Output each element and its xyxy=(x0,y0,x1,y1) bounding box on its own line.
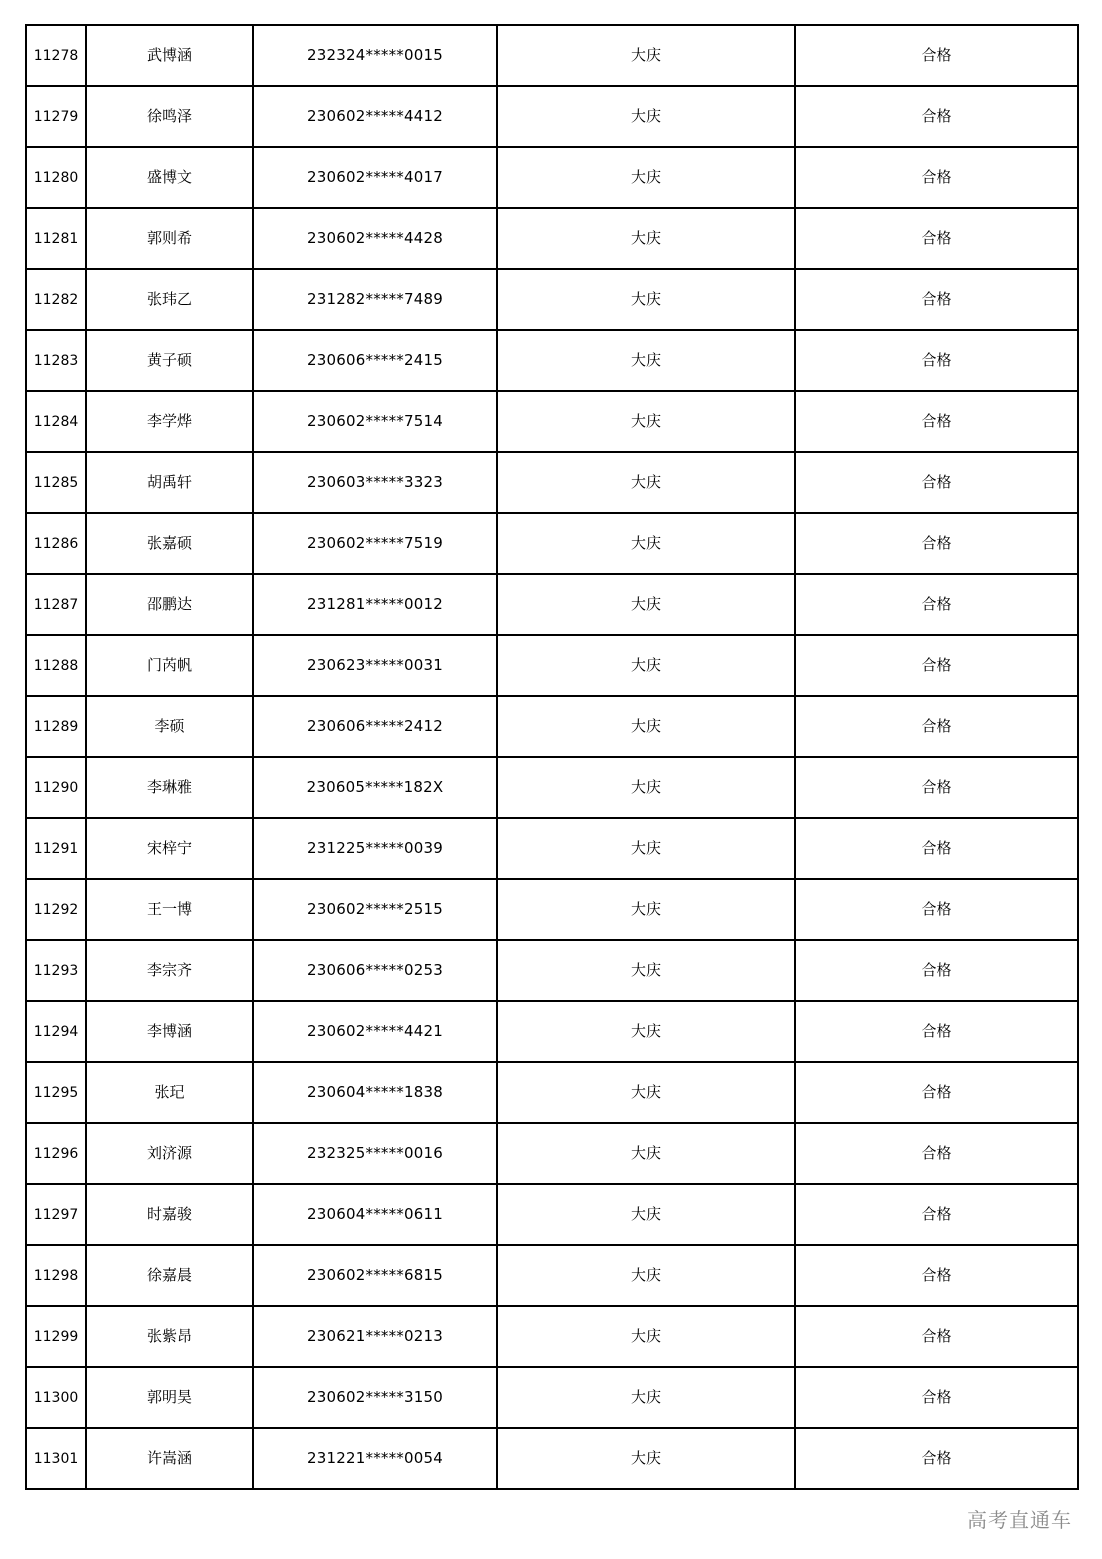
row-number-cell: 11288 xyxy=(26,635,86,696)
table-row xyxy=(26,1001,1078,1062)
region-cell: 大庆 xyxy=(497,452,795,513)
region-cell: 大庆 xyxy=(497,940,795,1001)
name-cell: 张玮乙 xyxy=(86,269,253,330)
watermark-text: 高考直通车 xyxy=(967,1508,1072,1532)
result-cell: 合格 xyxy=(795,635,1078,696)
id-number-cell: 230602*****4412 xyxy=(253,86,497,147)
result-cell: 合格 xyxy=(795,696,1078,757)
row-number-cell: 11301 xyxy=(26,1428,86,1489)
result-cell: 合格 xyxy=(795,1306,1078,1367)
name-cell: 武博涵 xyxy=(86,25,253,86)
name-cell: 李学烨 xyxy=(86,391,253,452)
name-cell: 邵鹏达 xyxy=(86,574,253,635)
result-cell: 合格 xyxy=(795,330,1078,391)
result-cell: 合格 xyxy=(795,1245,1078,1306)
id-number-cell: 230605*****182X xyxy=(253,757,497,818)
name-cell: 李硕 xyxy=(86,696,253,757)
id-number-cell: 230604*****1838 xyxy=(253,1062,497,1123)
results-table-body xyxy=(26,25,1078,1489)
id-number-cell: 230602*****4428 xyxy=(253,208,497,269)
name-cell: 许嵩涵 xyxy=(86,1428,253,1489)
row-number-cell: 11287 xyxy=(26,574,86,635)
row-number-cell: 11300 xyxy=(26,1367,86,1428)
table-row xyxy=(26,1245,1078,1306)
result-cell: 合格 xyxy=(795,452,1078,513)
table-row xyxy=(26,269,1078,330)
name-cell: 黄子硕 xyxy=(86,330,253,391)
result-cell: 合格 xyxy=(795,1428,1078,1489)
row-number-cell: 11282 xyxy=(26,269,86,330)
table-row xyxy=(26,330,1078,391)
table-row xyxy=(26,25,1078,86)
id-number-cell: 230606*****2412 xyxy=(253,696,497,757)
result-cell: 合格 xyxy=(795,1123,1078,1184)
result-cell: 合格 xyxy=(795,879,1078,940)
region-cell: 大庆 xyxy=(497,1428,795,1489)
results-table xyxy=(25,24,1079,1490)
table-row xyxy=(26,1062,1078,1123)
name-cell: 盛博文 xyxy=(86,147,253,208)
table-row xyxy=(26,818,1078,879)
id-number-cell: 230606*****2415 xyxy=(253,330,497,391)
id-number-cell: 230602*****3150 xyxy=(253,1367,497,1428)
id-number-cell: 230606*****0253 xyxy=(253,940,497,1001)
table-row xyxy=(26,1306,1078,1367)
result-cell: 合格 xyxy=(795,574,1078,635)
name-cell: 胡禹轩 xyxy=(86,452,253,513)
table-row xyxy=(26,1184,1078,1245)
result-cell: 合格 xyxy=(795,1001,1078,1062)
region-cell: 大庆 xyxy=(497,513,795,574)
region-cell: 大庆 xyxy=(497,1001,795,1062)
name-cell: 徐鸣泽 xyxy=(86,86,253,147)
name-cell: 宋梓宁 xyxy=(86,818,253,879)
result-cell: 合格 xyxy=(795,391,1078,452)
row-number-cell: 11298 xyxy=(26,1245,86,1306)
region-cell: 大庆 xyxy=(497,574,795,635)
id-number-cell: 231221*****0054 xyxy=(253,1428,497,1489)
id-number-cell: 230602*****6815 xyxy=(253,1245,497,1306)
name-cell: 张嘉硕 xyxy=(86,513,253,574)
region-cell: 大庆 xyxy=(497,147,795,208)
region-cell: 大庆 xyxy=(497,696,795,757)
table-row xyxy=(26,452,1078,513)
result-cell: 合格 xyxy=(795,147,1078,208)
result-cell: 合格 xyxy=(795,269,1078,330)
id-number-cell: 230623*****0031 xyxy=(253,635,497,696)
row-number-cell: 11296 xyxy=(26,1123,86,1184)
name-cell: 张紫昂 xyxy=(86,1306,253,1367)
result-cell: 合格 xyxy=(795,818,1078,879)
row-number-cell: 11290 xyxy=(26,757,86,818)
name-cell: 张玘 xyxy=(86,1062,253,1123)
row-number-cell: 11278 xyxy=(26,25,86,86)
region-cell: 大庆 xyxy=(497,391,795,452)
id-number-cell: 230621*****0213 xyxy=(253,1306,497,1367)
table-row xyxy=(26,147,1078,208)
id-number-cell: 230602*****2515 xyxy=(253,879,497,940)
row-number-cell: 11283 xyxy=(26,330,86,391)
region-cell: 大庆 xyxy=(497,1245,795,1306)
row-number-cell: 11285 xyxy=(26,452,86,513)
row-number-cell: 11297 xyxy=(26,1184,86,1245)
region-cell: 大庆 xyxy=(497,1306,795,1367)
result-cell: 合格 xyxy=(795,757,1078,818)
name-cell: 刘济源 xyxy=(86,1123,253,1184)
name-cell: 李博涵 xyxy=(86,1001,253,1062)
table-row xyxy=(26,696,1078,757)
id-number-cell: 231225*****0039 xyxy=(253,818,497,879)
table-row xyxy=(26,757,1078,818)
region-cell: 大庆 xyxy=(497,879,795,940)
region-cell: 大庆 xyxy=(497,1062,795,1123)
table-row xyxy=(26,574,1078,635)
result-cell: 合格 xyxy=(795,513,1078,574)
row-number-cell: 11293 xyxy=(26,940,86,1001)
row-number-cell: 11286 xyxy=(26,513,86,574)
row-number-cell: 11284 xyxy=(26,391,86,452)
id-number-cell: 230602*****7514 xyxy=(253,391,497,452)
row-number-cell: 11281 xyxy=(26,208,86,269)
region-cell: 大庆 xyxy=(497,86,795,147)
id-number-cell: 230603*****3323 xyxy=(253,452,497,513)
result-cell: 合格 xyxy=(795,1367,1078,1428)
id-number-cell: 230602*****4421 xyxy=(253,1001,497,1062)
result-cell: 合格 xyxy=(795,25,1078,86)
name-cell: 郭明昊 xyxy=(86,1367,253,1428)
id-number-cell: 232325*****0016 xyxy=(253,1123,497,1184)
result-cell: 合格 xyxy=(795,208,1078,269)
region-cell: 大庆 xyxy=(497,208,795,269)
name-cell: 王一博 xyxy=(86,879,253,940)
id-number-cell: 232324*****0015 xyxy=(253,25,497,86)
result-cell: 合格 xyxy=(795,1184,1078,1245)
row-number-cell: 11295 xyxy=(26,1062,86,1123)
region-cell: 大庆 xyxy=(497,269,795,330)
name-cell: 李琳雅 xyxy=(86,757,253,818)
row-number-cell: 11291 xyxy=(26,818,86,879)
table-row xyxy=(26,879,1078,940)
table-row xyxy=(26,208,1078,269)
id-number-cell: 231282*****7489 xyxy=(253,269,497,330)
table-row xyxy=(26,1428,1078,1489)
row-number-cell: 11289 xyxy=(26,696,86,757)
region-cell: 大庆 xyxy=(497,1367,795,1428)
name-cell: 门芮帆 xyxy=(86,635,253,696)
id-number-cell: 230604*****0611 xyxy=(253,1184,497,1245)
region-cell: 大庆 xyxy=(497,818,795,879)
table-row xyxy=(26,1123,1078,1184)
table-row xyxy=(26,86,1078,147)
row-number-cell: 11279 xyxy=(26,86,86,147)
result-cell: 合格 xyxy=(795,940,1078,1001)
region-cell: 大庆 xyxy=(497,1123,795,1184)
table-row xyxy=(26,391,1078,452)
table-row xyxy=(26,635,1078,696)
id-number-cell: 230602*****4017 xyxy=(253,147,497,208)
name-cell: 李宗齐 xyxy=(86,940,253,1001)
region-cell: 大庆 xyxy=(497,757,795,818)
region-cell: 大庆 xyxy=(497,330,795,391)
table-row xyxy=(26,940,1078,1001)
name-cell: 徐嘉晨 xyxy=(86,1245,253,1306)
table-row xyxy=(26,513,1078,574)
region-cell: 大庆 xyxy=(497,635,795,696)
row-number-cell: 11292 xyxy=(26,879,86,940)
row-number-cell: 11294 xyxy=(26,1001,86,1062)
name-cell: 时嘉骏 xyxy=(86,1184,253,1245)
id-number-cell: 230602*****7519 xyxy=(253,513,497,574)
table-row xyxy=(26,1367,1078,1428)
result-cell: 合格 xyxy=(795,86,1078,147)
region-cell: 大庆 xyxy=(497,1184,795,1245)
row-number-cell: 11280 xyxy=(26,147,86,208)
row-number-cell: 11299 xyxy=(26,1306,86,1367)
region-cell: 大庆 xyxy=(497,25,795,86)
name-cell: 郭则希 xyxy=(86,208,253,269)
result-cell: 合格 xyxy=(795,1062,1078,1123)
id-number-cell: 231281*****0012 xyxy=(253,574,497,635)
